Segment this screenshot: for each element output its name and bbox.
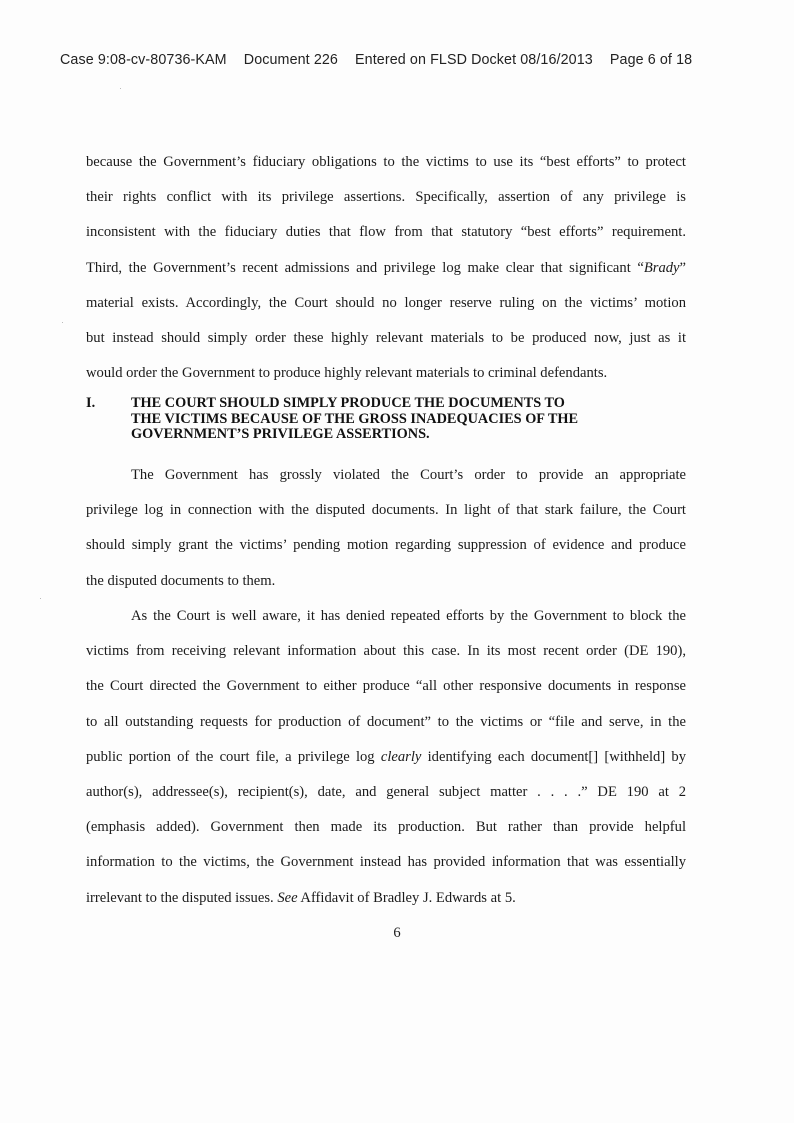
- text-line: As the Court is well aware, it has denied repeated efforts by the Government to block the: [131, 608, 686, 624]
- text-line: the disputed documents to them.: [86, 572, 276, 589]
- text-line: but instead should simply order these highly relevant materials to be produced now, just as it: [86, 330, 686, 347]
- text-segment: identifying each document[] [withheld] by: [421, 748, 687, 765]
- text-line: privilege log in connection with the disputed documents. In light of that stark failure, the Court: [86, 502, 686, 519]
- see-citation-signal: See: [277, 889, 298, 906]
- text-segment: ”: [679, 259, 686, 276]
- document-number: Document 226: [243, 52, 338, 68]
- text-line: The Government has grossly violated the Court’s order to provide an appropriate: [131, 467, 686, 483]
- clearly-emphasis: clearly: [380, 748, 422, 765]
- scan-speck: [120, 88, 121, 89]
- text-line: material exists. Accordingly, the Court should no longer reserve ruling on the victims’ motion: [86, 294, 686, 311]
- paragraph-continuation: [86, 145, 686, 391]
- page-indicator: Page 6 of 18: [609, 52, 693, 68]
- text-segment: public portion of the court file, a privilege log: [86, 748, 381, 765]
- brady-emphasis: Brady: [643, 259, 680, 276]
- section-title-line: GOVERNMENT’S PRIVILEGE ASSERTIONS.: [131, 426, 430, 442]
- text-segment: irrelevant to the disputed issues.: [86, 889, 278, 906]
- section-title-line: THE COURT SHOULD SIMPLY PRODUCE THE DOCUMENTS TO: [131, 395, 565, 411]
- text-line: their rights conflict with its privilege assertions. Specifically, assertion of any privilege is: [86, 189, 686, 206]
- text-line: because the Government’s fiduciary obligations to the victims to use its “best efforts” to protect: [86, 154, 686, 170]
- text-line: to all outstanding requests for production of document” to the victims or “file and serve, in the: [86, 713, 686, 730]
- text-line-see: [86, 881, 686, 916]
- section-title-line: THE VICTIMS BECAUSE OF THE GROSS INADEQUACIES OF THE: [131, 410, 579, 427]
- text-line: author(s), addressee(s), recipient(s), date, and general subject matter . . . .” DE 190 at 2: [86, 784, 686, 801]
- text-line: information to the victims, the Government instead has provided information that was essentially: [86, 854, 686, 871]
- text-line: should simply grant the victims’ pending motion regarding suppression of evidence and produce: [86, 537, 686, 554]
- text-line: victims from receiving relevant information about this case. In its most recent order (DE 190),: [86, 643, 686, 660]
- paragraph-court-order: [86, 599, 686, 916]
- case-number: Case 9:08-cv-80736-KAM: [60, 52, 227, 68]
- text-line: the Court directed the Government to either produce “all other responsive documents in response: [86, 678, 686, 695]
- section-title: [131, 396, 686, 443]
- scan-speck: [40, 598, 41, 599]
- page-number: 6: [393, 925, 401, 941]
- text-segment: Affidavit of Bradley J. Edwards at 5.: [297, 889, 516, 906]
- text-line: would order the Government to produce highly relevant materials to criminal defendants.: [86, 365, 608, 382]
- text-line-clearly: [86, 740, 686, 775]
- text-line: inconsistent with the fiduciary duties that flow from that statutory “best efforts” requirement.: [86, 224, 686, 241]
- docket-header: [60, 52, 692, 68]
- paragraph-privilege-log: [86, 458, 686, 599]
- section-number: I.: [86, 395, 96, 411]
- text-line-brady: [86, 251, 686, 286]
- text-line: (emphasis added). Government then made its production. But rather than provide helpful: [86, 819, 686, 836]
- text-segment: Third, the Government’s recent admissions and privilege log make clear that significant “: [86, 259, 644, 276]
- scan-speck: [62, 322, 63, 323]
- docket-entry-date: Entered on FLSD Docket 08/16/2013: [355, 52, 593, 68]
